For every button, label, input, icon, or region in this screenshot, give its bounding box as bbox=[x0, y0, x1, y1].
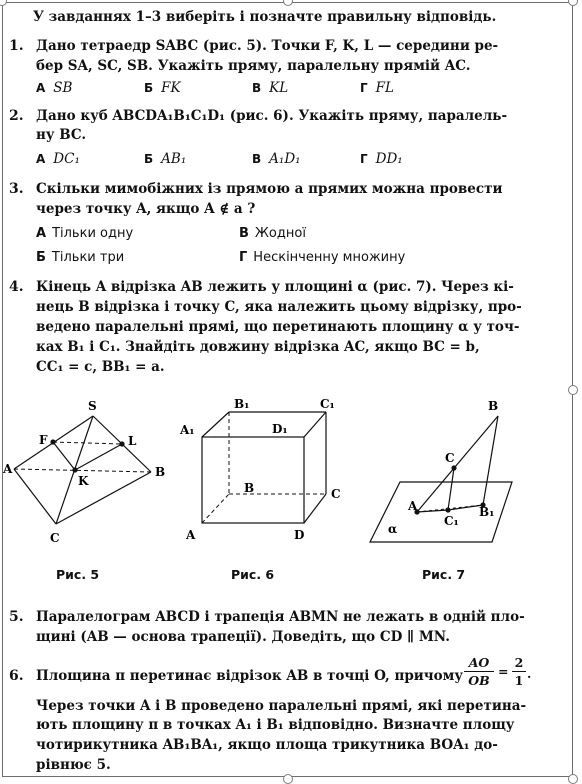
task-1-option-c[interactable] bbox=[252, 80, 288, 96]
fraction-ao-ob bbox=[464, 655, 494, 688]
task-5-line-2: щині (AB — основа трапеції). Доведіть, що CD ∥ MN. bbox=[36, 629, 450, 645]
option-letter: Б bbox=[144, 81, 154, 95]
figure-6-caption: Рис. 6 bbox=[231, 567, 275, 582]
option-value: AB₁ bbox=[161, 151, 187, 167]
vertex-label-c: C bbox=[50, 531, 60, 545]
fraction-bar bbox=[512, 671, 526, 672]
figure-5-caption: Рис. 5 bbox=[56, 567, 100, 582]
task-4-number: 4. bbox=[9, 279, 24, 295]
task-6-line-4: чотирикутника AB₁BA₁, якщо площа трикутника BOA₁ до- bbox=[36, 737, 498, 753]
task-6-line-2: Через точки A і B проведено паралельні прямі, які перетина- bbox=[36, 698, 527, 714]
task-3-option-d[interactable] bbox=[239, 250, 405, 265]
task-6-line-1: Площина π перетинає відрізок AB в точці O, причому bbox=[36, 668, 464, 684]
point-label-c: C bbox=[445, 451, 455, 465]
option-letter: А bbox=[36, 226, 47, 241]
vertex-label-a: A bbox=[3, 462, 13, 476]
vertex-label-k: K bbox=[78, 474, 89, 488]
task-3-line-1: Скільки мимобіжних із прямою a прямих можна провести bbox=[36, 181, 503, 197]
option-letter: Г bbox=[239, 250, 248, 265]
task-2-line-1: Дано куб ABCDA₁B₁C₁D₁ (рис. 6). Укажіть пряму, паралель- bbox=[36, 108, 508, 124]
task-6-number: 6. bbox=[9, 668, 24, 684]
task-3-option-a[interactable] bbox=[36, 226, 133, 241]
option-value: DD₁ bbox=[375, 151, 403, 167]
vertex-label-b: B bbox=[244, 481, 255, 495]
resize-handle-middle-right[interactable] bbox=[568, 385, 578, 395]
task-1-number: 1. bbox=[9, 38, 24, 54]
task-3-option-b[interactable] bbox=[36, 250, 124, 265]
option-value: Жодної bbox=[254, 226, 306, 241]
point-label-b1: B₁ bbox=[479, 505, 495, 519]
option-value: Нескінченну множину bbox=[253, 250, 406, 265]
option-value: SB bbox=[53, 80, 73, 96]
point-label-a: A bbox=[408, 499, 418, 513]
vertex-label-c: C bbox=[331, 487, 341, 501]
task-1-option-a[interactable] bbox=[36, 80, 72, 96]
figure-7-plane bbox=[362, 392, 542, 552]
task-1-option-d[interactable] bbox=[360, 80, 394, 96]
task-6-line-3: ють площину π в точках A₁ і B₁ відповідно. Визначте площу bbox=[36, 717, 515, 733]
option-letter: В bbox=[252, 152, 262, 166]
option-letter: Г bbox=[360, 81, 368, 95]
vertex-label-b1: B₁ bbox=[234, 397, 250, 411]
option-value: FK bbox=[161, 80, 181, 96]
option-value: DC₁ bbox=[53, 151, 80, 167]
task-2-number: 2. bbox=[9, 108, 24, 124]
option-value: KL bbox=[269, 80, 289, 96]
task-3-line-2: через точку A, якщо A ∉ a ? bbox=[36, 201, 256, 217]
option-letter: В bbox=[252, 81, 262, 95]
vertex-label-c1: C₁ bbox=[320, 397, 335, 411]
task-2-option-d[interactable] bbox=[360, 151, 403, 167]
task-1-option-b[interactable] bbox=[144, 80, 181, 96]
task-2-option-b[interactable] bbox=[144, 151, 186, 167]
plane-label-alpha: α bbox=[388, 522, 398, 536]
vertex-label-a: A bbox=[186, 528, 196, 542]
task-2-option-a[interactable] bbox=[36, 151, 80, 167]
fraction-bar bbox=[464, 671, 494, 672]
option-letter: Г bbox=[360, 152, 368, 166]
task-1-line-1: Дано тетраедр SABC (рис. 5). Точки F, K, L — середини ре- bbox=[36, 38, 499, 54]
task-2-option-c[interactable] bbox=[252, 151, 301, 167]
task-4-line-2: нець B відрізка і точку C, яка належить цьому відрізку, про- bbox=[36, 299, 522, 315]
instructions-text: У завданнях 1–3 виберіть і позначте правильну відповідь. bbox=[33, 9, 497, 25]
fraction-period: . bbox=[527, 666, 532, 681]
vertex-label-b: B bbox=[155, 465, 166, 479]
option-letter: Б bbox=[144, 152, 154, 166]
vertex-label-s: S bbox=[88, 399, 97, 413]
fraction-numerator: 2 bbox=[514, 655, 524, 670]
figure-6-cube bbox=[176, 392, 356, 552]
task-1-line-2: бер SA, SC, SB. Укажіть пряму, паралельну прямій AC. bbox=[36, 58, 471, 74]
equals-sign: = bbox=[498, 664, 509, 679]
option-letter: А bbox=[36, 152, 46, 166]
option-value: Тільки одну bbox=[52, 226, 134, 241]
vertex-label-a1: A₁ bbox=[180, 423, 195, 437]
figure-7-caption: Рис. 7 bbox=[422, 567, 466, 582]
task-4-line-3: ведено паралельні прямі, що перетинають площину α у точ- bbox=[36, 319, 520, 335]
task-2-line-2: ну BC. bbox=[36, 127, 87, 143]
task-6-line-5: рівнює 5. bbox=[36, 757, 111, 773]
point-label-b: B bbox=[488, 399, 499, 413]
task-3-option-c[interactable] bbox=[239, 226, 306, 241]
fraction-numerator: AO bbox=[468, 655, 490, 670]
task-4-line-4: ках B₁ і C₁. Знайдіть довжину відрізка AC, якщо BC = b, bbox=[36, 339, 480, 355]
vertex-label-d1: D₁ bbox=[272, 422, 288, 436]
task-4-line-5: CC₁ = c, BB₁ = a. bbox=[36, 359, 165, 375]
option-letter: А bbox=[36, 81, 46, 95]
option-value: FL bbox=[375, 80, 394, 96]
fraction-denominator: 1 bbox=[514, 673, 524, 688]
point-label-c1: C₁ bbox=[444, 514, 459, 528]
task-3-number: 3. bbox=[9, 181, 24, 197]
option-letter: В bbox=[239, 226, 249, 241]
task-5-number: 5. bbox=[9, 609, 24, 625]
option-letter: Б bbox=[36, 250, 46, 265]
vertex-label-l: L bbox=[128, 434, 137, 448]
fraction-denominator: OB bbox=[468, 673, 490, 688]
fraction-two-one bbox=[512, 655, 526, 688]
vertex-label-d: D bbox=[294, 528, 305, 542]
vertex-label-f: F bbox=[39, 433, 48, 447]
task-4-line-1: Кінець A відрізка AB лежить у площині α (рис. 7). Через кі- bbox=[36, 279, 514, 295]
option-value: A₁D₁ bbox=[269, 151, 301, 167]
task-5-line-1: Паралелограм ABCD і трапеція ABMN не лежать в одній пло- bbox=[36, 609, 525, 625]
figure-5-tetrahedron bbox=[0, 392, 180, 552]
option-value: Тільки три bbox=[51, 250, 125, 265]
resize-handle-top-right[interactable] bbox=[568, 0, 578, 6]
